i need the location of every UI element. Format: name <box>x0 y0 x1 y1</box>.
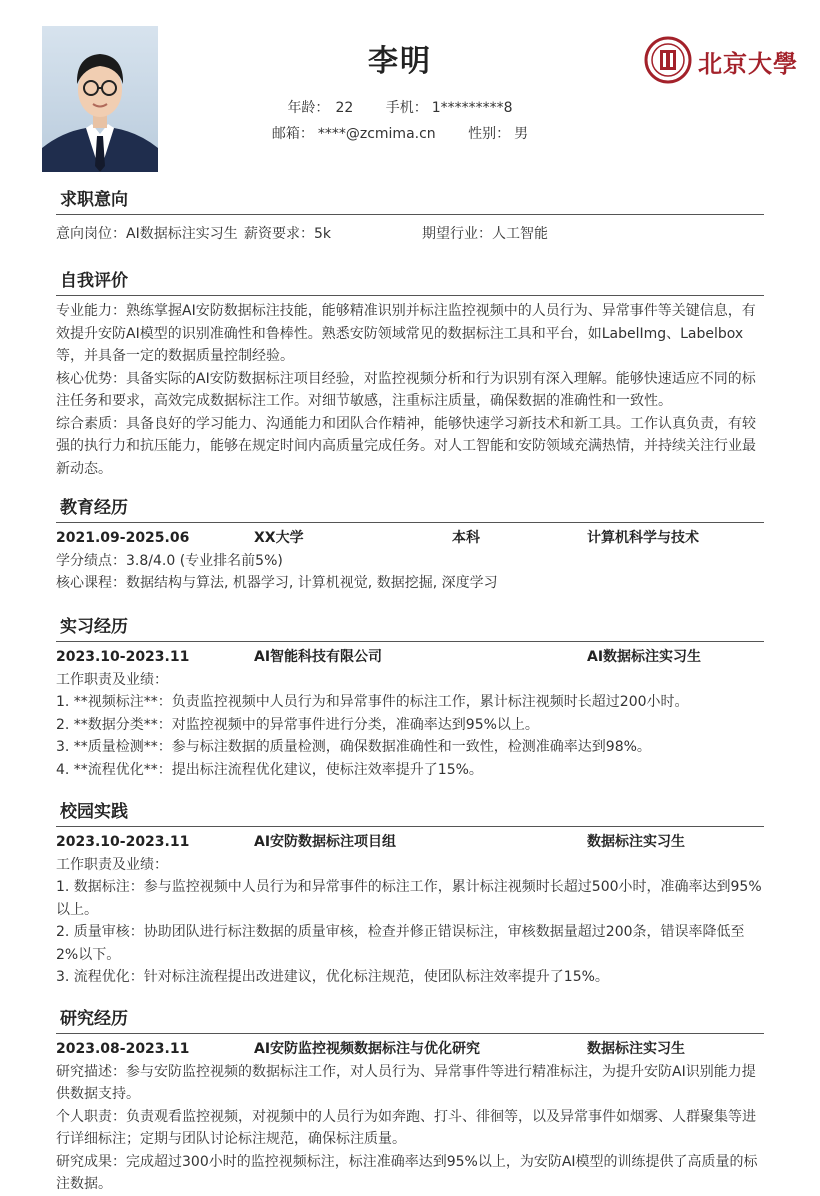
university-logo-text: 北京大學 <box>698 49 798 78</box>
self-eval-paragraph: 专业能力：熟练掌握AI安防数据标注技能，能够精准识别并标注监控视频中的人员行为、异常事件等关键信息，有效提升安防AI模型的识别准确性和鲁棒性。熟悉安防领域常见的数据标注工具和平台，如LabelImg、Labelbox等，并具备一定的数据质量控制经验。 <box>56 303 756 364</box>
section-title: 求职意向 <box>56 186 764 215</box>
phone-info: 手机： 1*********8 <box>385 100 513 116</box>
list-item: 2. **数据分类**：对监控视频中的异常事件进行分类，准确率达到95%以上。 <box>56 716 539 733</box>
research-project: AI安防监控视频数据标注与优化研究 <box>254 1041 481 1057</box>
education-section <box>56 494 764 595</box>
internship-header-row <box>56 646 764 669</box>
research-period: 2023.08-2023.11 <box>56 1041 190 1057</box>
job-intent-row <box>56 223 764 246</box>
campus-role: 数据标注实习生 <box>587 834 685 850</box>
campus-header-row <box>56 831 764 854</box>
self-evaluation-section <box>56 267 764 480</box>
education-header-row <box>56 527 764 550</box>
age-info: 年龄： 22 <box>287 100 354 116</box>
section-title: 研究经历 <box>56 1005 764 1034</box>
internship-role: AI数据标注实习生 <box>587 649 702 665</box>
list-item: 1. **视频标注**：负责监控视频中人员行为和异常事件的标注工作，累计标注视频时长超过200小时。 <box>56 694 689 710</box>
self-eval-paragraph: 综合素质：具备良好的学习能力、沟通能力和团队合作精神，能够快速学习新技术和新工具。工作认真负责，有较强的执行力和抗压能力，能够在规定时间内高质量完成任务。对人工智能和安防领域充满热情，并持续关注行业最新动态。 <box>56 415 756 477</box>
research-duty: 个人职责：负责观看监控视频，对视频中的人员行为如奔跑、打斗、徘徊等，以及异常事件如烟雾、人群聚集等进行详细标注；定期与团队讨论标注规范，确保标注质量。 <box>56 1108 756 1147</box>
education-period: 2021.09-2025.06 <box>56 530 190 546</box>
duties-label: 工作职责及业绩： <box>56 671 168 688</box>
internship-period: 2023.10-2023.11 <box>56 649 190 665</box>
courses-text: 核心课程：数据结构与算法, 机器学习, 计算机视觉, 数据挖掘, 深度学习 <box>56 575 498 591</box>
section-title: 自我评价 <box>56 267 764 296</box>
list-item: 3. **质量检测**：参与标注数据的质量检测，确保数据准确性和一致性，检测准确率达到98%。 <box>56 739 651 755</box>
duties-label: 工作职责及业绩： <box>56 856 168 873</box>
university-logo <box>644 36 798 84</box>
research-header-row <box>56 1038 764 1061</box>
list-item: 2. 质量审核：协助团队进行标注数据的质量审核，检查并修正错误标注，审核数据量超过200条，错误率降低至2%以下。 <box>56 924 745 963</box>
section-title: 实习经历 <box>56 613 764 642</box>
research-section <box>56 1005 764 1196</box>
contact-row-2 <box>0 123 800 143</box>
intent-salary: 薪资要求：5k <box>244 226 332 242</box>
research-result: 研究成果：完成超过300小时的监控视频标注，标注准确率达到95%以上，为安防AI模型的训练提供了高质量的标注数据。 <box>56 1153 758 1192</box>
section-title: 教育经历 <box>56 494 764 523</box>
section-title: 校园实践 <box>56 798 764 827</box>
intent-industry: 期望行业：人工智能 <box>422 226 548 242</box>
gpa-text: 学分绩点：3.8/4.0 (专业排名前5%) <box>56 552 283 569</box>
list-item: 4. **流程优化**：提出标注流程优化建议，使标注效率提升了15%。 <box>56 761 483 778</box>
gender-info: 性别： 男 <box>468 126 529 142</box>
internship-section <box>56 613 764 781</box>
campus-period: 2023.10-2023.11 <box>56 834 190 850</box>
self-eval-paragraph: 核心优势：具备实际的AI安防数据标注项目经验，对监控视频分析和行为识别有深入理解。能够快速适应不同的标注任务和要求，高效完成数据标注工作。对细节敏感，注重标注质量，确保数据的准确性和一致性。 <box>56 370 756 409</box>
research-description: 研究描述：参与安防监控视频的数据标注工作，对人员行为、异常事件等进行精准标注，为提升安防AI识别能力提供数据支持。 <box>56 1063 756 1102</box>
intent-position: 意向岗位：AI数据标注实习生 <box>56 226 238 242</box>
list-item: 1. 数据标注：参与监控视频中人员行为和异常事件的标注工作，累计标注视频时长超过500小时，准确率达到95%以上。 <box>56 879 762 918</box>
major: 计算机科学与技术 <box>587 530 699 546</box>
company-name: AI智能科技有限公司 <box>254 649 383 665</box>
email-info: 邮箱： ****@zcmima.cn <box>271 126 436 142</box>
job-intent-section <box>56 186 764 246</box>
campus-org: AI安防数据标注项目组 <box>254 834 397 850</box>
school-name: XX大学 <box>254 530 304 546</box>
degree: 本科 <box>452 530 480 546</box>
contact-row-1 <box>0 97 800 117</box>
candidate-name: 李明 <box>368 44 432 79</box>
university-seal-icon <box>644 36 692 84</box>
campus-practice-section <box>56 798 764 989</box>
research-role: 数据标注实习生 <box>587 1041 685 1057</box>
list-item: 3. 流程优化：针对标注流程提出改进建议，优化标注规范，使团队标注效率提升了15%。 <box>56 969 609 985</box>
